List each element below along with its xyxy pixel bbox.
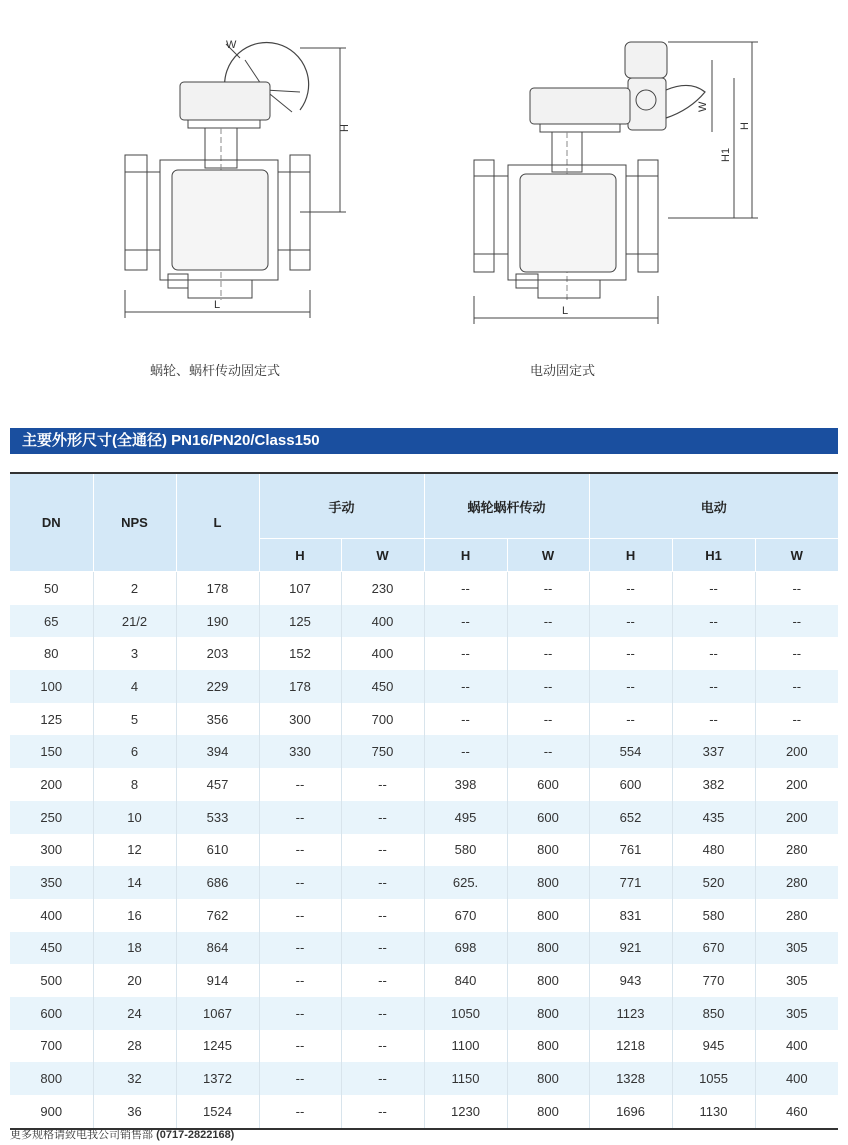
- table-row: [10, 670, 838, 703]
- table-cell: 480: [672, 834, 755, 867]
- table-cell: --: [507, 637, 589, 670]
- subheader: H1: [672, 539, 755, 572]
- table-cell: 178: [176, 572, 259, 605]
- table-cell: 435: [672, 801, 755, 834]
- table-cell: 305: [755, 932, 838, 965]
- table-cell: 800: [10, 1062, 93, 1095]
- table-cell: 203: [176, 637, 259, 670]
- table-cell: --: [424, 703, 507, 736]
- table-cell: 1055: [672, 1062, 755, 1095]
- header-l: L: [176, 473, 259, 572]
- table-cell: 4: [93, 670, 176, 703]
- table-cell: --: [341, 899, 424, 932]
- table-cell: 50: [10, 572, 93, 605]
- table-cell: 400: [755, 1062, 838, 1095]
- table-cell: 3: [93, 637, 176, 670]
- table-cell: --: [259, 834, 341, 867]
- table-cell: --: [259, 899, 341, 932]
- table-cell: 600: [507, 768, 589, 801]
- table-row: [10, 1095, 838, 1129]
- dimension-table: [10, 472, 838, 1130]
- table-row: [10, 637, 838, 670]
- table-cell: 850: [672, 997, 755, 1030]
- table-row: [10, 932, 838, 965]
- table-cell: --: [259, 932, 341, 965]
- table-cell: 190: [176, 605, 259, 638]
- table-cell: --: [341, 834, 424, 867]
- dim-label-h-left: H: [339, 124, 351, 132]
- table-cell: --: [259, 997, 341, 1030]
- table-cell: 700: [341, 703, 424, 736]
- table-cell: 8: [93, 768, 176, 801]
- table-cell: 200: [755, 801, 838, 834]
- table-row: [10, 768, 838, 801]
- table-cell: 16: [93, 899, 176, 932]
- table-cell: 200: [785, 776, 808, 792]
- table-cell: 36: [93, 1095, 176, 1129]
- table-row: [10, 1030, 838, 1063]
- table-cell: 300: [259, 703, 341, 736]
- table-cell: 800: [507, 964, 589, 997]
- table-cell: 864: [176, 932, 259, 965]
- table-cell: --: [259, 964, 341, 997]
- table-cell: 280: [785, 907, 808, 923]
- table-cell: --: [672, 703, 755, 736]
- footer-note: [10, 1126, 234, 1142]
- table-cell: --: [341, 1030, 424, 1063]
- table-cell: 610: [176, 834, 259, 867]
- subheader: W: [507, 539, 589, 572]
- dim-label-l-left: L: [214, 299, 221, 311]
- table-row: [10, 964, 838, 997]
- table-row: [10, 899, 838, 932]
- table-cell: 230: [341, 572, 424, 605]
- table-cell: 921: [589, 932, 672, 965]
- table-cell: 840: [424, 964, 507, 997]
- table-cell: 400: [341, 605, 424, 638]
- section-title: 主要外形尺寸(全通径) PN16/PN20/Class150: [10, 428, 838, 454]
- table-cell: --: [589, 605, 672, 638]
- header-group-electric: 电动: [589, 473, 838, 539]
- table-cell: 200: [755, 735, 838, 768]
- table-cell: --: [341, 997, 424, 1030]
- table-cell: 600: [589, 768, 672, 801]
- table-cell: 20: [93, 964, 176, 997]
- table-cell: 500: [10, 964, 93, 997]
- table-cell: 24: [93, 997, 176, 1030]
- table-cell: --: [424, 572, 507, 605]
- table-cell: 337: [672, 735, 755, 768]
- table-cell: 6: [93, 735, 176, 768]
- table-cell: 1372: [176, 1062, 259, 1095]
- table-row: [10, 997, 838, 1030]
- header-group-worm-gear: 蜗轮蜗杆传动: [424, 473, 589, 539]
- table-cell: 1328: [589, 1062, 672, 1095]
- table-cell: 32: [93, 1062, 176, 1095]
- table-cell: --: [507, 605, 589, 638]
- table-cell: 400: [10, 899, 93, 932]
- table-row: [10, 703, 838, 736]
- table-cell: --: [259, 768, 341, 801]
- subheader: W: [341, 539, 424, 572]
- table-cell: 831: [589, 899, 672, 932]
- table-cell: 1067: [176, 997, 259, 1030]
- header-group-manual: 手动: [259, 473, 424, 539]
- table-cell: 18: [93, 932, 176, 965]
- table-cell: 1123: [589, 997, 672, 1030]
- table-cell: 14: [93, 866, 176, 899]
- dim-label-l-right: L: [562, 305, 569, 317]
- table-cell: 350: [10, 866, 93, 899]
- table-cell: --: [424, 605, 507, 638]
- table-cell: 125: [259, 605, 341, 638]
- table-row: [10, 866, 838, 899]
- table-cell: --: [507, 572, 589, 605]
- table-cell: 1130: [672, 1095, 755, 1129]
- table-cell: --: [589, 637, 672, 670]
- table-cell: 460: [755, 1095, 838, 1129]
- table-cell: 152: [259, 637, 341, 670]
- table-cell: --: [259, 1062, 341, 1095]
- table-cell: 600: [10, 997, 93, 1030]
- table-cell: 12: [93, 834, 176, 867]
- table-cell: --: [672, 572, 755, 605]
- table-cell: 670: [672, 932, 755, 965]
- table-cell: --: [259, 801, 341, 834]
- header-nps: NPS: [93, 473, 176, 572]
- table-cell: 1100: [424, 1030, 507, 1063]
- table-cell: 770: [672, 964, 755, 997]
- table-cell: --: [424, 637, 507, 670]
- caption-worm-gear: 蜗轮、蜗杆传动固定式: [150, 363, 281, 378]
- valve-drawings: [0, 0, 848, 400]
- table-cell: 457: [176, 768, 259, 801]
- table-cell: 495: [424, 801, 507, 834]
- table-cell: 800: [507, 834, 589, 867]
- footer-phone: (0717-2822168): [156, 1129, 235, 1141]
- table-row: [10, 735, 838, 768]
- table-cell: 625.: [424, 866, 507, 899]
- table-cell: 533: [176, 801, 259, 834]
- table-cell: 800: [507, 1095, 589, 1129]
- table-cell: --: [341, 866, 424, 899]
- table-cell: 580: [672, 899, 755, 932]
- table-cell: 330: [259, 735, 341, 768]
- table-cell: 5: [93, 703, 176, 736]
- table-cell: --: [507, 670, 589, 703]
- table-cell: 800: [507, 899, 589, 932]
- table-cell: 150: [10, 735, 93, 768]
- table-cell: --: [792, 646, 802, 662]
- table-cell: 178: [259, 670, 341, 703]
- table-cell: --: [259, 866, 341, 899]
- table-cell: --: [341, 1095, 424, 1129]
- header-dn: DN: [10, 473, 93, 572]
- electric-valve-drawing: [474, 42, 758, 324]
- subheader: H: [589, 539, 672, 572]
- table-cell: 762: [176, 899, 259, 932]
- subheader: H: [259, 539, 341, 572]
- table-cell: --: [755, 605, 838, 638]
- table-row: [10, 572, 838, 605]
- table-cell: --: [792, 711, 802, 727]
- table-cell: 450: [10, 932, 93, 965]
- table-cell: 250: [10, 801, 93, 834]
- table-cell: --: [341, 768, 424, 801]
- table-cell: 280: [755, 866, 838, 899]
- table-cell: 945: [672, 1030, 755, 1063]
- table-cell: 305: [785, 973, 808, 989]
- table-cell: 914: [176, 964, 259, 997]
- table-cell: 1218: [589, 1030, 672, 1063]
- table-cell: 10: [93, 801, 176, 834]
- table-cell: 394: [176, 735, 259, 768]
- table-cell: 670: [424, 899, 507, 932]
- table-cell: 580: [424, 834, 507, 867]
- table-cell: 356: [176, 703, 259, 736]
- table-cell: --: [672, 637, 755, 670]
- table-cell: 1696: [589, 1095, 672, 1129]
- table-cell: 520: [672, 866, 755, 899]
- table-cell: 750: [341, 735, 424, 768]
- table-cell: --: [507, 703, 589, 736]
- table-cell: 1524: [176, 1095, 259, 1129]
- dim-label-h-right: H: [739, 122, 751, 130]
- table-cell: 80: [10, 637, 93, 670]
- dim-label-w-left: W: [226, 39, 237, 51]
- table-cell: 554: [589, 735, 672, 768]
- table-cell: 107: [259, 572, 341, 605]
- table-cell: --: [341, 932, 424, 965]
- table-cell: --: [341, 964, 424, 997]
- table-cell: --: [755, 670, 838, 703]
- table-cell: 2: [93, 572, 176, 605]
- table-cell: 300: [10, 834, 93, 867]
- table-body: [10, 572, 838, 1129]
- worm-gear-valve-drawing: [125, 42, 346, 318]
- table-cell: 771: [589, 866, 672, 899]
- table-cell: 800: [507, 932, 589, 965]
- subheader: W: [755, 539, 838, 572]
- table-cell: 229: [176, 670, 259, 703]
- table-cell: 600: [507, 801, 589, 834]
- table-cell: 398: [424, 768, 507, 801]
- table-cell: --: [424, 670, 507, 703]
- table-cell: 1245: [176, 1030, 259, 1063]
- table-cell: 125: [10, 703, 93, 736]
- table-row: [10, 834, 838, 867]
- table-cell: 1150: [424, 1062, 507, 1095]
- caption-electric: 电动固定式: [530, 363, 596, 378]
- table-cell: 652: [589, 801, 672, 834]
- table-cell: 382: [672, 768, 755, 801]
- table-cell: 100: [10, 670, 93, 703]
- table-cell: --: [507, 735, 589, 768]
- table-cell: 800: [507, 1062, 589, 1095]
- table-cell: --: [589, 572, 672, 605]
- table-row: [10, 1062, 838, 1095]
- table-cell: 686: [176, 866, 259, 899]
- table-cell: 21/2: [93, 605, 176, 638]
- table-cell: 800: [507, 997, 589, 1030]
- table-cell: --: [341, 1062, 424, 1095]
- table-cell: --: [589, 670, 672, 703]
- table-cell: 305: [755, 997, 838, 1030]
- table-row: [10, 801, 838, 834]
- footer-text: 更多规格请致电我公司销售部: [10, 1129, 153, 1141]
- table-cell: --: [424, 735, 507, 768]
- table-cell: 800: [507, 1030, 589, 1063]
- table-cell: --: [341, 801, 424, 834]
- table-cell: 900: [10, 1095, 93, 1129]
- table-cell: 65: [10, 605, 93, 638]
- table-cell: 400: [341, 637, 424, 670]
- table-row: [10, 605, 838, 638]
- table-cell: --: [672, 670, 755, 703]
- table-cell: 400: [785, 1038, 808, 1054]
- table-cell: 200: [10, 768, 93, 801]
- table-cell: --: [259, 1030, 341, 1063]
- table-cell: 700: [10, 1030, 93, 1063]
- table-cell: 1230: [424, 1095, 507, 1129]
- table-cell: 450: [341, 670, 424, 703]
- table-cell: --: [259, 1095, 341, 1129]
- table-cell: 698: [424, 932, 507, 965]
- dim-label-h1-right: H1: [720, 147, 732, 162]
- table-cell: 943: [589, 964, 672, 997]
- table-cell: --: [589, 703, 672, 736]
- table-cell: 280: [785, 842, 808, 858]
- table-cell: --: [792, 580, 802, 596]
- table-cell: 800: [507, 866, 589, 899]
- table-cell: 761: [589, 834, 672, 867]
- subheader: H: [424, 539, 507, 572]
- table-cell: 28: [93, 1030, 176, 1063]
- dim-label-w-right: W: [697, 101, 709, 112]
- table-cell: 1050: [424, 997, 507, 1030]
- table-cell: --: [672, 605, 755, 638]
